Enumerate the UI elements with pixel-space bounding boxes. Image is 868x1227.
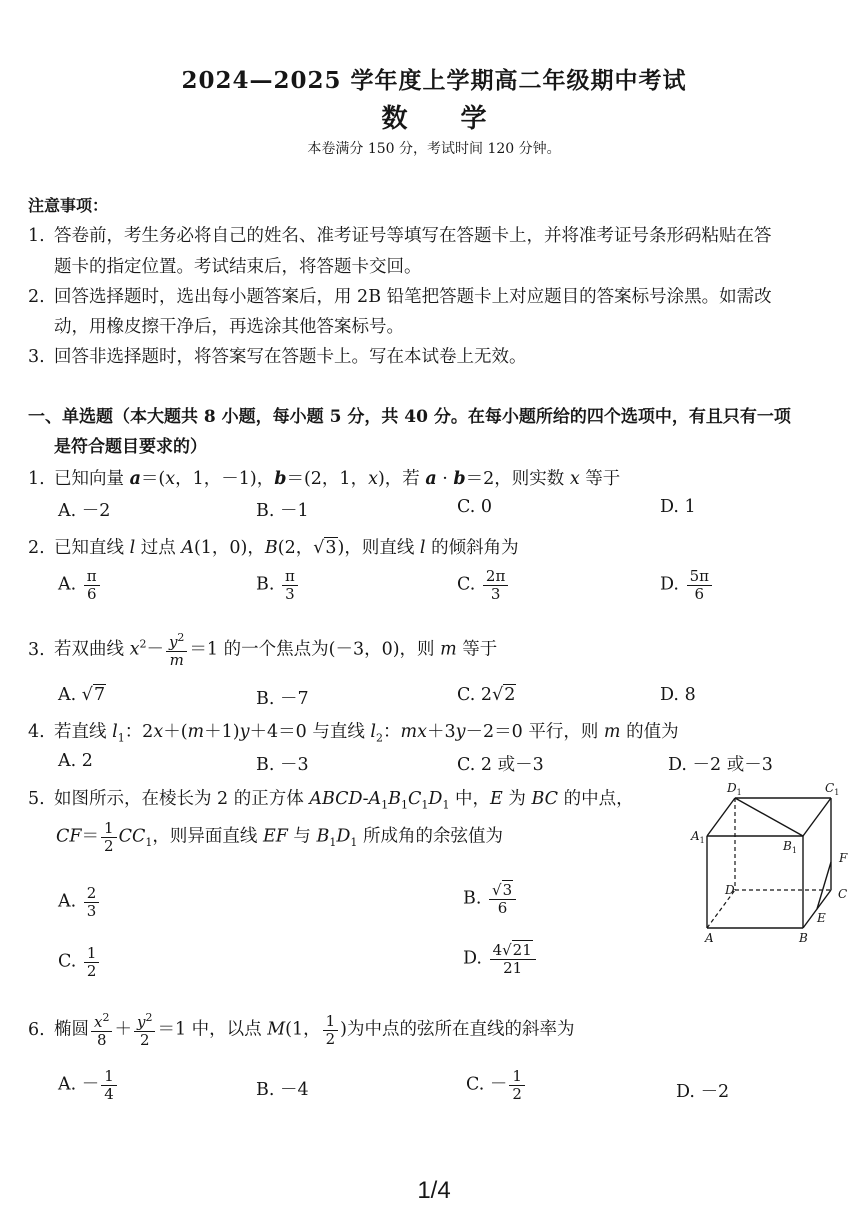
label-e: E — [817, 911, 826, 925]
question-2: 2. 已知直线 l 过点 A(1，0)，B(2，√3)，则直线 l 的倾斜角为 — [28, 538, 519, 558]
q3-option-c: C. 2√2 — [457, 685, 516, 705]
q3-option-b: B. －7 — [256, 689, 309, 709]
label-f: F — [839, 851, 848, 865]
label-a: A — [705, 931, 714, 945]
q6-option-b: B. －4 — [256, 1080, 309, 1100]
label-c: C — [838, 887, 848, 901]
question-6: 6. 椭圆 $\frac{x^2}{8}$ ＋ $\frac{y^2}{2}$ ＝1 中，以点 M(1， $\frac{1}{2}$ )为中点的弦所在直线的斜率为 — [28, 1011, 575, 1049]
note-item-2: 2. 回答选择题时，选出每小题答案后，用 2B 铅笔把答题卡上对应题目的答案标号涂黑。如需改 — [28, 287, 772, 307]
q2-option-b: B. $\frac{\pi}{3}$ — [256, 568, 300, 602]
q5-option-b: B. $\frac{√3}{6}$ — [463, 882, 518, 916]
note-item-3: 3. 回答非选择题时，将答案写在答题卡上。写在本试卷上无效。 — [28, 347, 527, 367]
score-info: 本卷满分 150 分，考试时间 120 分钟。 — [307, 141, 561, 157]
section-heading: 一、单选题（本大题共 8 小题，每小题 5 分，共 40 分。在每小题所给的四个选项中，有且只有一项 — [28, 407, 791, 427]
label-c1: $C_1$ — [825, 781, 840, 797]
q5-option-a: A. $\frac{2}{3}$ — [58, 885, 101, 919]
edge-a1-d1 — [707, 798, 735, 836]
q1-option-a: A. －2 — [58, 501, 111, 521]
q6-option-d: D. －2 — [676, 1082, 730, 1102]
edge-b1-c1 — [803, 798, 831, 836]
label-b: B — [799, 931, 808, 945]
page-number: 1/4 — [417, 1177, 451, 1204]
question-5-cont: CF＝ $\frac{1}{2}$ $CC_1$，则异面直线 EF 与 $B_1D_1$ 所成角的余弦值为 — [56, 819, 503, 855]
q6-option-a: A. － $\frac{1}{4}$ — [58, 1068, 119, 1102]
q4-option-a: A. 2 — [58, 751, 93, 771]
label-a1: $A_1$ — [691, 829, 705, 845]
question-4: 4. 若直线 $l_1$：2x＋(m＋1)y＋4＝0 与直线 $l_2$：mx＋3y－2＝0 平行，则 m 的值为 — [28, 722, 679, 745]
segment-b1-d1 — [735, 798, 803, 836]
q2-option-a: A. $\frac{\pi}{6}$ — [58, 568, 102, 602]
q2-option-c: C. $\frac{2\pi}{3}$ — [457, 568, 510, 602]
q5-option-d: D. $\frac{4√21}{21}$ — [463, 942, 538, 976]
notes-heading: 注意事项： — [28, 196, 109, 215]
segment-e-f — [817, 862, 831, 909]
section-heading-cont: 是符合题目要求的） — [54, 437, 207, 457]
q4-option-b: B. －3 — [256, 755, 309, 775]
note-item-2-cont: 动，用橡皮擦干净后，再选涂其他答案标号。 — [54, 317, 404, 337]
q4-option-d: D. －2 或－3 — [668, 755, 773, 775]
exam-title: 2024—2025 学年度上学期高二年级期中考试 — [181, 67, 687, 94]
q2-option-d: D. $\frac{5\pi}{6}$ — [660, 568, 714, 602]
q6-option-c: C. － $\frac{1}{2}$ — [466, 1068, 527, 1102]
note-item-1: 1. 答卷前，考生务必将自己的姓名、准考证号等填写在答题卡上，并将准考证号条形码粘贴在答 — [28, 226, 772, 246]
q1-option-b: B. －1 — [256, 501, 309, 521]
question-1: 1. 已知向量 a＝(x，1，－1)，b＝(2，1，x)，若 a · b＝2，则实数 x 等于 — [28, 469, 621, 489]
label-d1: $D_1$ — [727, 781, 742, 797]
q3-option-d: D. 8 — [660, 685, 696, 705]
q1-option-d: D. 1 — [660, 497, 696, 517]
label-d: D — [725, 883, 735, 897]
q1-option-c: C. 0 — [457, 497, 493, 517]
subject-title: 数 学 — [381, 104, 509, 134]
cube-figure — [685, 778, 860, 948]
q4-option-c: C. 2 或－3 — [457, 755, 544, 775]
q3-option-a: A. √7 — [58, 685, 106, 705]
note-item-1-cont: 题卡的指定位置。考试结束后，将答题卡交回。 — [54, 257, 422, 277]
question-3: 3. 若双曲线 $x^2-$ $\frac{y^2}{m}$ ＝1 的一个焦点为(－3，0)，则 m 等于 — [28, 631, 498, 669]
label-b1: $B_1$ — [783, 839, 797, 855]
question-5: 5. 如图所示，在棱长为 2 的正方体 ABCD-$A_1B_1C_1D_1$ 中，E 为 BC 的中点， — [28, 789, 634, 812]
q5-option-c: C. $\frac{1}{2}$ — [58, 945, 101, 979]
